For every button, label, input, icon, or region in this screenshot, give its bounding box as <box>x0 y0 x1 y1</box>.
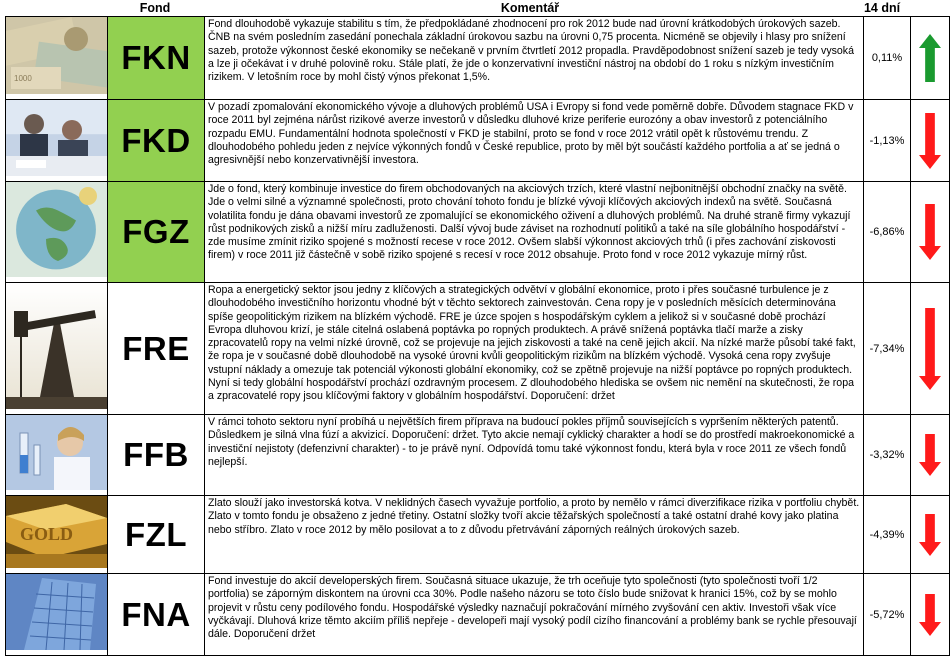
fund-comment: Jde o fond, který kombinuje investice do firem obchodovaných na akciových trzích, které vlastní nejbonitnější obchodní značky na světě. Jde o velmi silné a významné společnosti, proto chování tohoto fondu je blízké vývoji klíčových akciových indexů na světě. Současná volatilita fondu je dána obavami investorů ze zpomalující se ekonomického oživení a dluhových problémů. Na druhé straně firmy vykazují růst podnikových zisků a nižší míru zadluženosti. Další vývoj bude záviset na rozhodnutí politiků a také na síle globálního hospodářství - zde musíme zmínit riziko spojené s možností recese v roce 2012. Ovšem slabší výkonnost akciových trhů (i přes zachování ziskovosti firem) v roce 2011 již částečně v sobě riziko spojené s recesí v roce 2012 obsahuje. Proto fond v roce 2012 vykazuje mírný růst. <box>205 182 864 283</box>
header-komentar: Komentář <box>500 1 560 15</box>
fund-row-fgz <box>6 182 950 283</box>
fund-14day-change: -5,72% <box>864 574 911 656</box>
fund-code: FGZ <box>108 182 205 283</box>
trend-arrow-cell <box>911 100 950 182</box>
oil-pump-image <box>6 283 107 414</box>
fund-image-cell <box>6 17 108 100</box>
fund-code: FZL <box>108 496 205 574</box>
fund-image-cell <box>6 415 108 496</box>
header-14-days: 14 dní <box>863 1 901 15</box>
trend-arrow-cell <box>911 182 950 283</box>
trend-arrow-cell <box>911 415 950 496</box>
fund-code: FKN <box>108 17 205 100</box>
fund-row-fre <box>6 283 950 415</box>
fund-14day-change: -4,39% <box>864 496 911 574</box>
header-fond: Fond <box>139 1 171 15</box>
business-meeting-image <box>6 100 107 181</box>
banknotes-image <box>6 17 107 99</box>
fund-row-fkd <box>6 100 950 182</box>
trend-arrow-cell <box>911 17 950 100</box>
fund-row-fkn <box>6 17 950 100</box>
fund-row-fzl <box>6 496 950 574</box>
fund-comment: V rámci tohoto sektoru nyní probíhá u největších firem příprava na budoucí pokles příjmů souvisejících s vypršením některých patentů. Důsledkem je silná vlna fúzí a akvizicí. Doporučení: držet. Tyto akcie nemají cyklický charakter a hodí se do prostředí makroekonomické a investiční nejistoty (defenzivní charakter) - to je právě nyní. Odpovídá tomu také výkonnost fondu, která byla v roce 2011 ze všech fondů nejlepší. <box>205 415 864 496</box>
svg-text:1000: 1000 <box>14 74 32 83</box>
skyscraper-image <box>6 574 107 655</box>
arrow-down-icon <box>911 434 949 476</box>
fund-14day-change: 0,11% <box>864 17 911 100</box>
arrow-down-icon <box>911 113 949 169</box>
fund-code: FRE <box>108 283 205 415</box>
funds-table <box>5 16 950 656</box>
fund-14day-change: -3,32% <box>864 415 911 496</box>
fund-code: FKD <box>108 100 205 182</box>
svg-text:GOLD: GOLD <box>20 524 74 544</box>
arrow-up-icon <box>911 34 949 82</box>
trend-arrow-cell <box>911 496 950 574</box>
arrow-down-icon <box>911 308 949 390</box>
arrow-down-icon <box>911 204 949 260</box>
trend-arrow-cell <box>911 574 950 656</box>
fund-row-fna <box>6 574 950 656</box>
fund-14day-change: -7,34% <box>864 283 911 415</box>
arrow-down-icon <box>911 594 949 636</box>
fund-comment: V pozadí zpomalování ekonomického vývoje a dluhových problémů USA i Evropy si fond vede poměrně dobře. Důvodem stagnace FKD v roce 2011 byl zejména nárůst rizikové averze investorů v důsledku dluhové krize periferie eurozóny a obav investorů z potenciálního rozpadu EMU. Fundamentální hodnota společností v FKD je stabilní, proto se fond v roce 2012 vrátil opět k růstovému trendu. Z dlouhodobého pohledu jeden z nejvíce výkonných fondů v České republice, proto by měl být součástí každého portfolia a ať se jedná o agresivnější nebo konzervativnější investora. <box>205 100 864 182</box>
fund-code: FFB <box>108 415 205 496</box>
fund-image-cell <box>6 283 108 415</box>
gold-bars-image <box>6 496 107 573</box>
fund-image-cell <box>6 182 108 283</box>
fund-image-cell <box>6 100 108 182</box>
fund-comment: Ropa a energetický sektor jsou jedny z klíčových a strategických odvětví v globální ekonomice, proto i přes současné turbulence je z dlouhodobého investičního horizontu vhodné být v těchto sektorech zainvestován. Cena ropy je v posledních měsících determinována spíše geopolitickým rizikem na blízkém východě. FRE je úzce spojen s hospodářským cyklem a jelikož si v současné době prochází Evropa dluhovou krizí, je stále citelná oslabená poptávka po ropných produktech. A právě snížená poptávka tlačí marže a zisky zpracovatelů ropy na velmi nízké úrovně, což se projevuje na jejich ziskovosti a také na ceně jejich akcií. Na nízké marže působí také fakt, že ropa je v současné době dlouhodobě na vysoké úrovni kvůli geopolitickým rizikům na blízkém východě. Vysoká cena ropy zvyšuje vstupní náklady a omezuje tak potenciál výkonosti globální ekonomiky, což se zpětně projevuje na nižší poptávce po ropných produktech. Nyní si tedy globální hospodářství prochází ozdravným procesem. Z dlouhodobého hlediska se ovšem nic nemění na skutečnosti, že ropa a zpracovatelé ropy jsou klíčovými faktory v globálním hospodářství. Doporučení: držet <box>205 283 864 415</box>
fund-comment: Fond dlouhodobě vykazuje stabilitu s tím, že předpokládané zhodnocení pro rok 2012 bude nad úrovní krátkodobých úrokových sazeb. ČNB na svém posledním zasedání ponechala základní úrokovou sazbu na úrovni 0,75 procenta. Nicméně se objevily i hlasy pro snížení sazeb, protože výkonnost české ekonomiky se nečekaně v prvním čtvrtletí 2012 propadla. Pravděpodobnost snížení sazeb je tedy vysoká a lze ji očekávat i v druhé polovině roku. Stále platí, že jde o konzervativní investiční nástroj na období do 1 roku s nízkým investičním rizikem. V letošním roce by mohl čistý výnos překonat 1,5%. <box>205 17 864 100</box>
fund-14day-change: -1,13% <box>864 100 911 182</box>
fund-code: FNA <box>108 574 205 656</box>
fund-row-ffb <box>6 415 950 496</box>
trend-arrow-cell <box>911 283 950 415</box>
globe-image <box>6 182 107 282</box>
fund-comment: Fond investuje do akcií developerských firem. Současná situace ukazuje, že trh oceňuje tyto společnosti (tyto společnosti tvoří 1/2 portfolia) se záporným diskontem na úrovni cca 30%. Podle našeho názoru se toto číslo bude snižovat k hranici 15%, což by se mohlo projevit v růstu ceny podílového fondu. Hospodářské výsledky naznačují pokračování mírného zvyšování cen aktiv. Investoři však více vyčkávají. Dluhová krize těmto akciím příliš nepřeje - developeři mají vysoký podíl cizího financování a problémy bank se rychle přesouvají dále. Doporučení držet <box>205 574 864 656</box>
fund-image-cell <box>6 496 108 574</box>
fund-image-cell <box>6 574 108 656</box>
fund-comment: Zlato slouží jako investorská kotva. V neklidných časech vyvažuje portfolio, a proto by nemělo v rámci diverzifikace rizika v portfoliu chybět. Zlato v tomto fondu je obsaženo z jedné třetiny. Ostatní složky tvoří akcie těžařských společností a také ostatní drahé kovy jako platina nebo stříbro. Zlato v roce 2012 by mělo posilovat a to z důvodu přetrvávání záporných reálných úrokových sazeb. <box>205 496 864 574</box>
arrow-down-icon <box>911 514 949 556</box>
laboratory-image <box>6 415 107 495</box>
fund-14day-change: -6,86% <box>864 182 911 283</box>
